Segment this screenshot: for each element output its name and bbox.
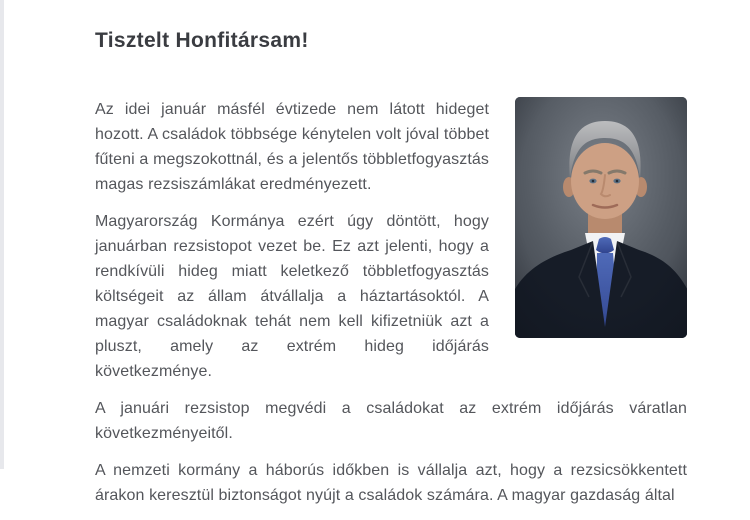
body-paragraph-1: Az idei január másfél évtizede nem látott hideget hozott. A családok többsége kénytelen volt jóval többet fűteni a megszokottnál, és a jelentős többletfogyasztás magas rezsiszámlákat eredményezett. xyxy=(95,101,489,193)
body-paragraph-2: Magyarország Kormánya ezért úgy döntött, hogy januárban rezsistopot vezet be. Ez azt jelenti, hogy a rendkívüli hideg miatt keletkező többletfogyasztás költségeit az állam átvállalja a háztartásoktól. A magyar családoknak tehát nem kell kifizetniük azt a pluszt, amely az extrém hideg időjárás következménye. xyxy=(95,213,489,380)
portrait-photo xyxy=(515,97,687,338)
letter-document xyxy=(95,28,687,520)
letter-body xyxy=(95,97,687,508)
portrait-illustration xyxy=(515,97,687,338)
body-paragraph-4: A nemzeti kormány a háborús időkben is vállalja azt, hogy a rezsicsökkentett árakon keresztül biztonságot nyújt a családok számára. A magyar gazdaság által xyxy=(95,462,687,504)
page-left-edge xyxy=(0,0,4,469)
body-paragraph-3: A januári rezsistop megvédi a családokat az extrém időjárás váratlan következményeitől. xyxy=(95,400,687,442)
page-title: Tisztelt Honfitársam! xyxy=(95,29,309,52)
